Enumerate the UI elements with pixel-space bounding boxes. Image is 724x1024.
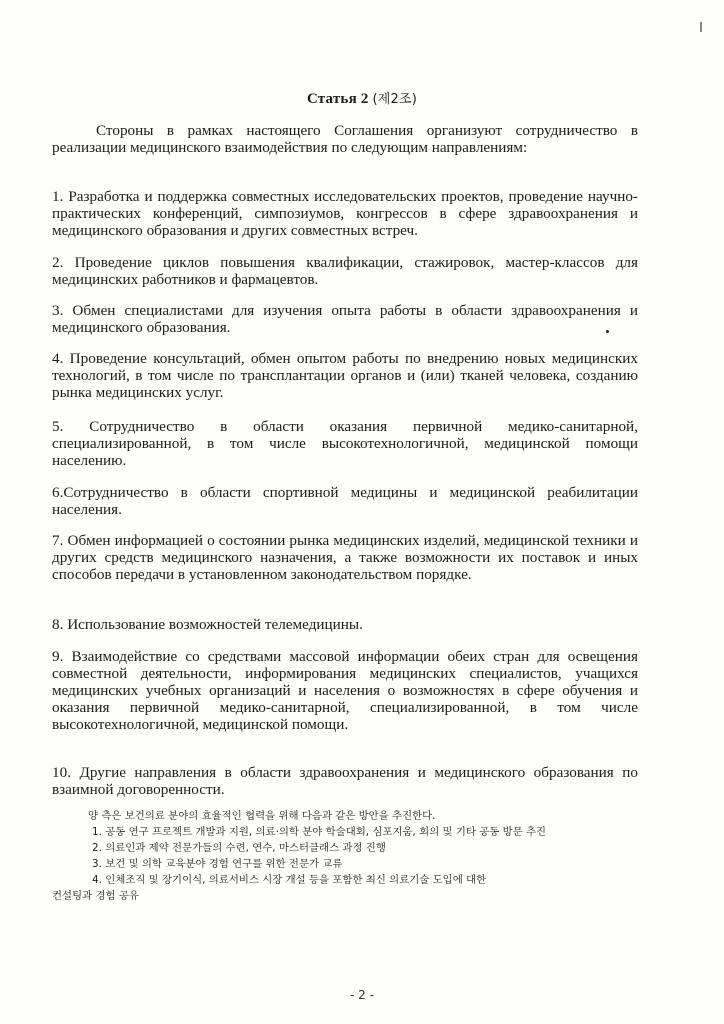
korean-item-2: 2. 의료인과 제약 전문가들의 수련, 연수, 마스터클래스 과정 진행 (92, 842, 386, 854)
item-5: 5. Сотрудничество в области оказания первичной медико-санитарной, специализированной, в том числе высокотехнологичной, медицинской помощи населению. (52, 418, 638, 469)
article-title: Статья 2 (306, 91, 369, 107)
korean-item-4: 4. 인체조직 및 장기이식, 의료서비스 시장 개설 등을 포함한 최신 의료기술 도입에 대한 (92, 874, 487, 886)
item-10: 10. Другие направления в области здравоохранения и медицинского образования по взаимной договоренности. (52, 764, 638, 798)
korean-item-1: 1. 공동 연구 프로젝트 개발과 지원, 의료·의학 분야 학술대회, 심포지움, 회의 및 기타 공동 방문 추진 (92, 826, 547, 838)
item-9: 9. Взаимодействие со средствами массовой информации обеих стран для освещения совместной деятельности, информирования медицинских специалистов, учащихся медицинских учебных организаций и населения о возможностях в сфере обучения и оказания первичной медико-санитарной, специализированной, в том числе высокотехнологичной, медицинской помощи. (52, 648, 638, 733)
item-2: 2. Проведение циклов повышения квалификации, стажировок, мастер-классов для медицинских работников и фармацевтов. (52, 254, 638, 288)
korean-item-3: 3. 보건 및 의학 교육분야 경험 연구를 위한 전문가 교류 (92, 858, 343, 870)
item-3: 3. Обмен специалистами для изучения опыта работы в области здравоохранения и медицинского образования. (52, 302, 638, 336)
scan-artifact (700, 22, 702, 32)
korean-intro: 양 측은 보건의료 분야의 효율적인 협력을 위해 다음과 같은 방안을 추진한다. (88, 810, 436, 822)
item-4: 4. Проведение консультаций, обмен опытом работы по внедрению новых медицинских технологий, в том числе по трансплантации органов и (или) тканей человека, созданию рынка медицинских услуг. (52, 350, 638, 401)
intro-paragraph: Стороны в рамках настоящего Соглашения организуют сотрудничество в реализации медицинского взаимодействия по следующим направлениям: (52, 122, 638, 156)
item-6: 6.Сотрудничество в области спортивной медицины и медицинской реабилитации населения. (52, 484, 638, 518)
scan-artifact (606, 330, 609, 333)
page-number: - 2 - (350, 988, 374, 1002)
korean-item-4-continued: 컨설팅과 경험 공유 (52, 890, 139, 902)
item-1: 1. Разработка и поддержка совместных исследовательских проектов, проведение научно-практических конференций, симпозиумов, конгрессов в сфере здравоохранения и медицинского образования и других совместных встреч. (52, 188, 638, 239)
item-7: 7. Обмен информацией о состоянии рынка медицинских изделий, медицинской техники и других средств медицинского назначения, а также возможности их поставок и иных способов передачи в установленном законодательством порядке. (52, 532, 638, 583)
item-8: 8. Использование возможностей телемедицины. (52, 616, 363, 633)
korean-section (52, 808, 652, 904)
article-heading (0, 88, 724, 108)
article-korean-label: (제2조) (372, 92, 418, 107)
